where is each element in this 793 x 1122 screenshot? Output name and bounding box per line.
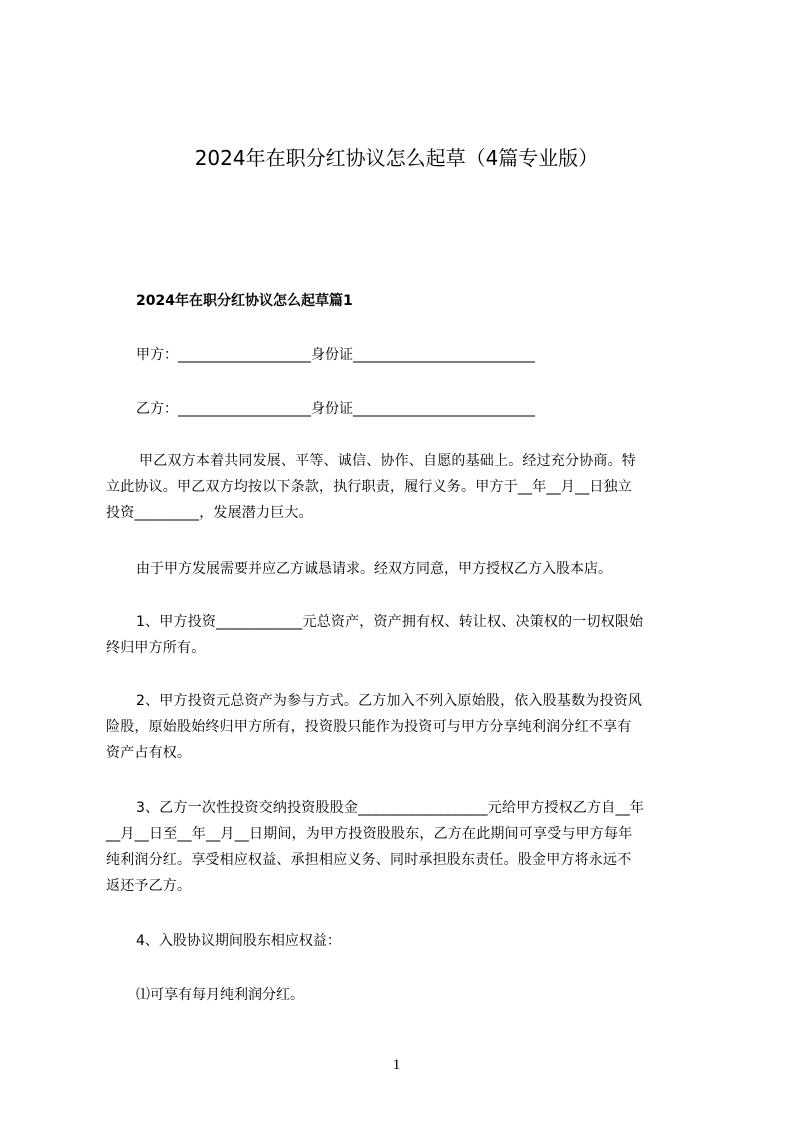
clause-3-cont [106,821,712,899]
clause-4: 4、入股协议期间股东相应权益： [136,933,341,949]
party-a-line: 甲方：___________________身份证__________________________ [136,347,535,363]
clause-1-cont [106,635,712,661]
clause-2-line: 资产占有权。 [106,745,192,761]
clause-2-line: 险股，原始股始终归甲方所有，投资股只能作为投资可与甲方分享纯利润分红不享有 [106,719,632,735]
clause-3 [136,795,742,821]
document-title: 2024年在职分红协议怎么起草（4篇专业版） [194,146,599,170]
paragraph-intro-line: 立此协议。甲乙双方均按以下条款，执行职责，履行义务。甲方于__年__月__日独立 [106,479,632,495]
paragraph-authorization: 由于甲方发展需要并应乙方诚恳请求。经双方同意，甲方授权乙方入股本店。 [136,561,612,577]
clause-1 [136,609,742,635]
clause-3-line: 纯利润分红。享受相应权益、承担相应义务、同时承担股东责任。股金甲方将永远不 [106,852,632,868]
sub-item-1: ⑴可享有每月纯利润分红。 [136,987,304,1003]
clause-1-line: 终归甲方所有。 [106,640,206,656]
paragraph-intro-cont [106,474,712,526]
clause-3-line: 返还予乙方。 [106,878,192,894]
page-number: 1 [392,1057,401,1073]
clause-2 [136,688,742,714]
paragraph-intro [139,448,745,474]
clause-3-line: 3、乙方一次性投资交纳投资股股金__________________元给甲方授权乙方自__年 [136,800,645,816]
paragraph-intro-line: 甲乙双方本着共同发展、平等、诚信、协作、自愿的基础上。经过充分协商。特 [139,453,636,469]
clause-2-cont [106,714,712,766]
clause-1-line: 1、甲方投资____________元总资产，资产拥有权、转让权、决策权的一切权限始 [136,614,644,630]
section-heading: 2024年在职分红协议怎么起草篇1 [136,293,353,309]
clause-2-line: 2、甲方投资元总资产为参与方式。乙方加入不列入原始股，依入股基数为投资风 [136,693,643,709]
clause-3-line: __月__日至__年__月__日期间，为甲方投资股股东，乙方在此期间可享受与甲方每年 [106,826,633,842]
party-b-line: 乙方：___________________身份证__________________________ [136,401,535,417]
paragraph-intro-line: 投资_________，发展潜力巨大。 [106,505,313,521]
